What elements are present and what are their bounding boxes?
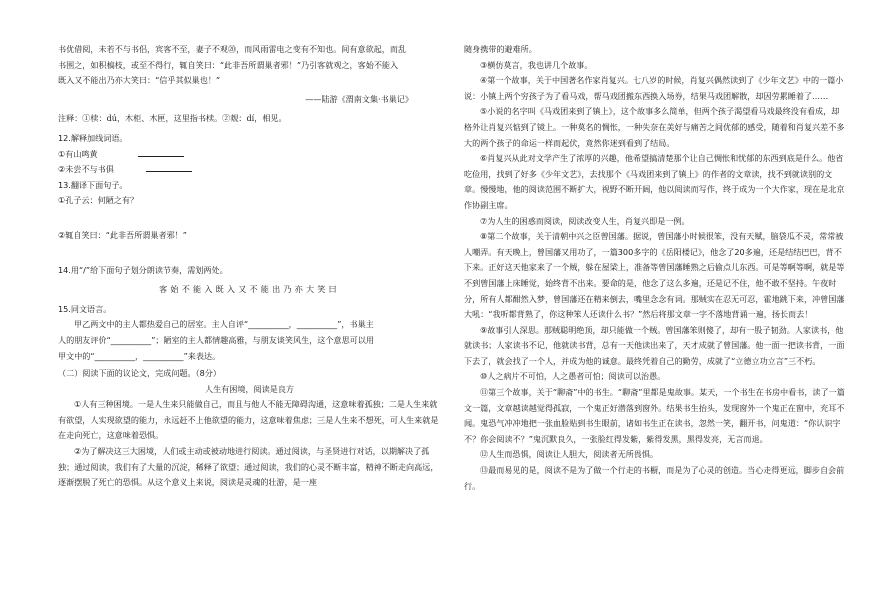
essay-paragraph: ②为了解决这三大困境，人们或主动或被动地进行阅读。通过阅读，与圣贤进行对话，以期解决了孤独；通过阅读，我们有了大量的沉淀，稀释了欲望；通过阅读，我们的心灵不断丰富，精神不断走向高远，逐渐摆脱了死亡的恐惧。从这个意义上来说，阅读是灵魂的壮游，是一座: [58, 446, 439, 488]
essay-paragraph: ⑨故事引人深思。那贼聪明绝顶，却只能做一个贼。曾国藩笨则傻了，却有一股子韧劲。人家读书，他就读书；人家读书不记，他就读书背，总有一天他读出来了，天才成就了曾国藩。他一面一把读书背，一面下去了，就会找了一个人，并成为他的诚意。最终凭着自己的勤劳，成就了“立德立功立言”三不朽。: [464, 324, 845, 366]
essay-paragraph: ⑧第二个故事，关于清朝中兴之臣曾国藩。据说，曾国藩小时候很笨，没有天赋，脑袋瓜不灵，常常被人嘲弄。有天晚上，曾国藩又用功了，一篇300多字的《岳阳楼记》，他念了20多遍，还是结结巴巴，背不下来。正好这天他家来了一个贼，躲在屋梁上，准备等曾国藩睡熟之后偷点儿东西。可是等啊等啊，就是等不到曾国藩上床睡觉，始终背不出来。要命的是，他念了这么多遍，还是记不住，他不敢不坚持。午夜时分，所有人都酣然入梦，曾国藩还在精来倒去，嘴里念念有词。那贼实在忍无可忍，霍地跳下来，冲曾国藩大吼：“我听都背熟了，你这种笨人还读什么书？”然后将那文章一字不落地背诵一遍，扬长而去！: [464, 231, 845, 320]
question-13: 13.翻译下面句子。: [58, 179, 128, 190]
passage-note: 注释：①椟：dú，木柜、木匣，这里指书椟。②觌：dí，相见。: [58, 113, 287, 124]
question-12: 12.解释加线词语。: [58, 132, 128, 143]
essay-paragraph: ⑬最而易见的是，阅读不是为了做一个行走的书橱，而是为了心灵的创造。当心走得更远，脚步自会前行。: [464, 465, 845, 491]
essay-paragraph: ⑩人之病片不可怕，人之愚者可怕；阅读可以治愚。: [480, 371, 666, 382]
essay-paragraph: ①人有三种困境。一是人生来只能做自己，而且与他人不能无障碍沟通，这意味着孤独；二是人生来就有欲望，人实现欲望的能力，永远赶不上他欲望的能力，这意味着焦虑；三是人生来不想死，可人生来就是在走向死亡，这意味着恐惧。: [58, 399, 439, 441]
right-column: [464, 42, 847, 494]
essay-paragraph: ⑤小说的名字叫《马戏团来到了镇上》，这个故事多么简单，但两个孩子渴望看马戏最终没有看成，却格外让肖复兴惦到了镜上。一种莫名的惆怅，一种失奈在美好与痛苦之间优郁的感受，随着和肖复兴差不多大的两个孩子的命运一样而起伏，竟然你迷到看到了结局。: [464, 106, 845, 148]
q15-text: 人的朋友评价“__________”；陋室的主人都情趣高雅，与朋友谈笑风生，这个意思可以用: [58, 334, 374, 345]
answer-blank: [146, 162, 192, 172]
answer-blank: [138, 147, 184, 157]
essay-paragraph: ③横仿莫言，我也讲几个故事。: [480, 59, 593, 70]
question-14: 14.用“/”给下面句子划分朗读节奏，需划两处。: [58, 264, 228, 275]
essay-paragraph: ⑦为人生的困惑而阅读，阅读改变人生，肖复兴即是一例。: [480, 215, 690, 226]
essay-title: 人生有困境，阅读是良方: [204, 383, 295, 394]
q15-text: 甲乙两文中的主人都热爱自己的居室。主人自评“__________，__________”，书巢主: [74, 319, 374, 330]
q12-item: ①有山鸣黄: [58, 147, 441, 163]
passage-line: 书围之，如积槁枝，或至不得行，辄自笑曰：“此非吾所谓巢者邪！”乃引客就观之，客始不能入: [58, 59, 399, 70]
q14-sentence: 客始不能入既入又不能出乃亦大笑曰: [159, 284, 340, 295]
passage-line: 既入又不能出乃亦大笑曰：“信乎其似巢也！”: [58, 75, 221, 86]
left-column: [58, 42, 441, 491]
q15-text: 甲文中的“__________，__________”来表达。: [58, 350, 221, 361]
essay-paragraph: 随身携带的避难所。: [464, 44, 537, 54]
essay-paragraph: ④第一个故事，关于中国著名作家肖复兴。七八岁的时候，肖复兴偶然读到了《少年文艺》中的一篇小说：小镇上两个穷孩子为了看马戏，帮马戏团搬东西换入场券，结果马戏团解散，却因劳累睡着了……: [464, 75, 844, 101]
q13-item: ②辄自笑曰：“此非吾所谓巢者邪！”: [58, 229, 187, 240]
section-heading: （二）阅读下面的议论文，完成问题。（8分）: [58, 368, 221, 379]
q13-item: ①孔子云：何陋之有？: [58, 195, 139, 206]
passage-source: ——陆游《渭南文集·书巢记》: [305, 93, 413, 104]
q12-item: ②未尝不与书俱: [58, 162, 441, 178]
passage-line: 书优借阅，未若不与书侣，宾客不至，妻子不观⑳，而风雨雷电之变有不知也。间有意欲起，而乱: [58, 44, 407, 54]
essay-paragraph: ⑫人生而恐惧，阅读让人胆大，阅读者无所畏惧。: [480, 449, 659, 460]
essay-paragraph: ⑪第三个故事，关于“聊斋”中的书生。“聊斋”里都是鬼故事。某天，一个书生在书房中看书，读了一篇文一篇，文章越读越觉得孤寂，一个鬼正好潜落到窗外。结果书生抬头，发现窗外一个鬼正在窗中，充耳不闻。鬼恐气冲冲地把一张血脸贴到书生眼前，诸如书生正在读书，忽然一笑，翻开书，问鬼道：“你认识字不？你会阅读不？”鬼沉默良久，一张脸红得发紫，紫得发黑，黑得发亮，无言而退。: [464, 387, 845, 444]
essay-paragraph: ⑥肖复兴从此对文学产生了浓厚的兴趣，他希望搞清楚那个让自己惆怅和忧郁的东西到底是什么。他省吃俭用，找到了好多《少年文艺》，去找那个《马戏团来到了镇上》的作者的文章读，找不到就读别的文章。慢慢地，他的阅读范围不断扩大，视野不断开阔，他以阅读而写作，终于成为一个大作家，现在是北京作协副主席。: [464, 153, 845, 210]
question-15: 15.同文语言。: [58, 303, 112, 314]
